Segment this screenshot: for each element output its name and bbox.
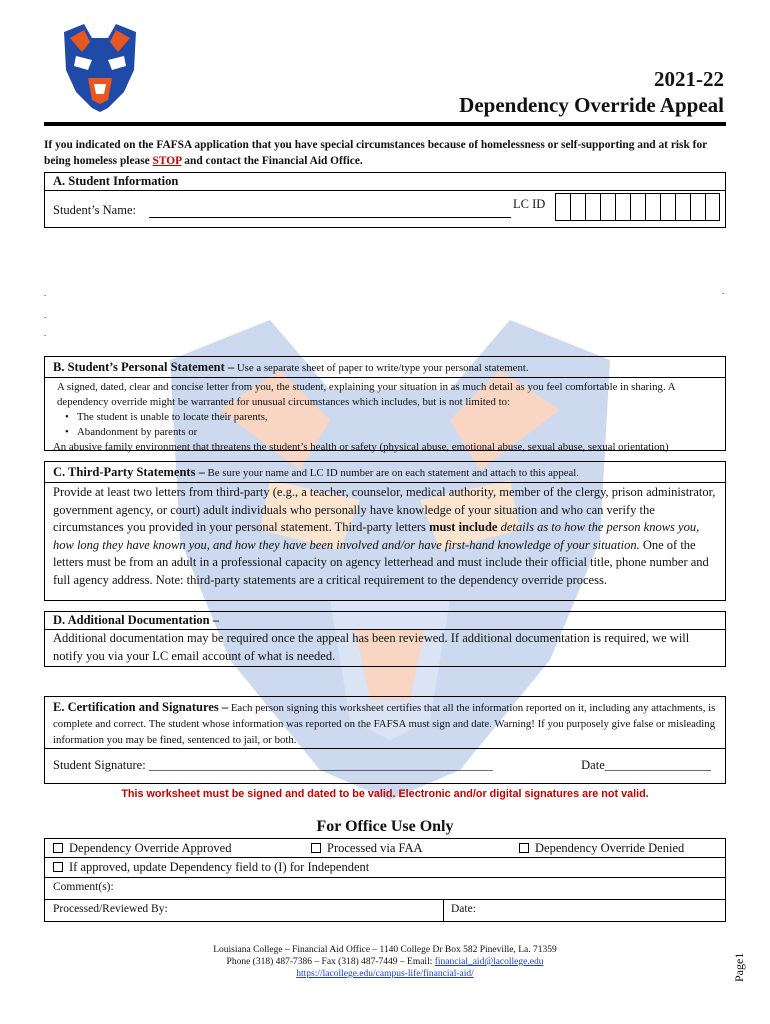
section-e-heading: E. Certification and Signatures – Each person signing this worksheet certifies that all the information reported on it, including any attachments, is complete and correct. The student whose information was reported on the FAFSA must sign and date. Warning! If you purposely give false or misleading information you may be fined, sentenced to jail, or both.	[45, 697, 725, 749]
office-status-row	[44, 838, 726, 858]
section-a-heading: A. Student Information	[45, 173, 725, 191]
page-footer	[120, 944, 650, 980]
checkbox-icon[interactable]	[519, 843, 529, 853]
title-block	[459, 66, 724, 118]
lc-id-digit-box[interactable]	[660, 193, 675, 221]
list-item: • The student is unable to locate their parents,	[65, 410, 725, 425]
section-e-box	[44, 696, 726, 784]
intro-text-end: and contact the Financial Aid Office.	[181, 155, 363, 167]
section-b-body: A signed, dated, clear and concise letter from you, the student, explaining your situation in as much detail as you feel comfortable in sharing. A dependency override might be warranted for unusual circumstances which includes, but is not limited to:	[57, 381, 675, 408]
office-use-section	[44, 816, 726, 922]
stray-mark: .	[44, 310, 47, 320]
section-b-bullets	[45, 410, 725, 440]
lc-id-field[interactable]	[555, 191, 720, 223]
page-title: Dependency Override Appeal	[459, 93, 724, 117]
office-date-field[interactable]: Date:	[451, 903, 476, 915]
stop-word: STOP	[152, 155, 182, 167]
student-signature-field[interactable]: Student Signature: _______________________________________________________	[53, 758, 493, 772]
section-d-body: Additional documentation may be required once the appeal has been reviewed. If additional documentation is required, we will notify you via your LC email account of what is needed.	[53, 631, 690, 663]
student-info-row	[45, 191, 725, 225]
approved-option[interactable]: Dependency Override Approved	[53, 841, 231, 856]
list-item: • Abandonment by parents or	[65, 425, 725, 440]
section-a-box	[44, 172, 726, 228]
email-link[interactable]: financial_aid@lacollege.edu	[434, 957, 544, 967]
section-c-body: Provide at least two letters from third-party (e.g., a teacher, counselor, medical authority, member of the clergy, prison administrator, government agency, or court) adult individuals who personally have knowledge of your situation and who can verify the circumstances you provided in your personal statement. Third-party letters must include details as to how the person knows you, how long they have known you, and how they have been involved and/or have first-hand knowledge of your situation. One of the letters must be from an adult in a professional capacity on agency letterhead and must include their official title, phone number and full agency address. Note: third-party statements are a critical requirement to the dependency override process.	[53, 485, 716, 587]
section-d-heading: D. Additional Documentation –	[45, 612, 725, 630]
student-name-label: Student’s Name:	[53, 203, 136, 217]
footer-address: Louisiana College – Financial Aid Office – 1140 College Dr Box 582 Pineville, La. 71359	[213, 945, 557, 955]
form-year: 2021-22	[654, 67, 724, 91]
intro-notice	[44, 137, 728, 169]
cell-divider	[443, 900, 444, 921]
lc-id-digit-box[interactable]	[690, 193, 705, 221]
intro-text: If you indicated on the FAFSA application that you have special circumstances because of homelessness or self-supporting and at risk for being homeless please	[44, 139, 708, 167]
lc-id-digit-box[interactable]	[645, 193, 660, 221]
lc-id-label: LC ID	[513, 197, 546, 211]
checkbox-icon[interactable]	[311, 843, 321, 853]
signature-date-field[interactable]: Date_________________	[581, 758, 711, 772]
lc-id-digit-box[interactable]	[585, 193, 600, 221]
student-name-field[interactable]	[149, 217, 511, 218]
denied-option[interactable]: Dependency Override Denied	[519, 841, 684, 856]
stray-mark: .	[722, 286, 725, 296]
footer-contact: Phone (318) 487-7386 – Fax (318) 487-7449 – Email: financial_aid@lacollege.edu	[226, 957, 544, 967]
office-comments-row	[44, 878, 726, 900]
section-b-last-line: An abusive family environment that threatens the student’s health or safety (physical abuse, emotional abuse, sexual abuse, sexual orientation)	[53, 441, 669, 453]
lc-id-digit-box[interactable]	[675, 193, 690, 221]
stray-mark: .	[44, 328, 47, 338]
office-use-title: For Office Use Only	[316, 818, 454, 835]
section-c-box	[44, 461, 726, 601]
signature-requirement-note: This worksheet must be signed and dated to be valid. Electronic and/or digital signatures are not valid.	[121, 788, 649, 800]
processed-by-field[interactable]: Processed/Reviewed By:	[53, 903, 168, 915]
lc-id-digit-box[interactable]	[600, 193, 615, 221]
financial-aid-link[interactable]: https://lacollege.edu/campus-life/financial-aid/	[296, 969, 474, 979]
comments-field[interactable]: Comment(s):	[53, 881, 114, 893]
lc-id-digit-box[interactable]	[555, 193, 570, 221]
page-number: Page1	[732, 952, 746, 982]
section-b-box	[44, 356, 726, 451]
processed-faa-option[interactable]: Processed via FAA	[311, 841, 423, 856]
office-processed-row	[44, 900, 726, 922]
signature-row	[45, 749, 725, 779]
stray-mark: .	[44, 288, 47, 298]
lc-id-digit-box[interactable]	[570, 193, 585, 221]
section-c-heading: C. Third-Party Statements – Be sure your name and LC ID number are on each statement and attach to this appeal.	[45, 462, 725, 483]
update-dependency-option[interactable]: If approved, update Dependency field to (I) for Independent	[53, 860, 369, 875]
lc-id-digit-box[interactable]	[630, 193, 645, 221]
checkbox-icon[interactable]	[53, 862, 63, 872]
section-d-box	[44, 611, 726, 667]
checkbox-icon[interactable]	[53, 843, 63, 853]
lc-id-digit-box[interactable]	[615, 193, 630, 221]
tiger-logo	[58, 22, 142, 114]
section-b-heading: B. Student’s Personal Statement – Use a separate sheet of paper to write/type your personal statement.	[45, 357, 725, 378]
office-update-row	[44, 858, 726, 878]
title-divider	[44, 122, 726, 126]
lc-id-digit-box[interactable]	[705, 193, 720, 221]
